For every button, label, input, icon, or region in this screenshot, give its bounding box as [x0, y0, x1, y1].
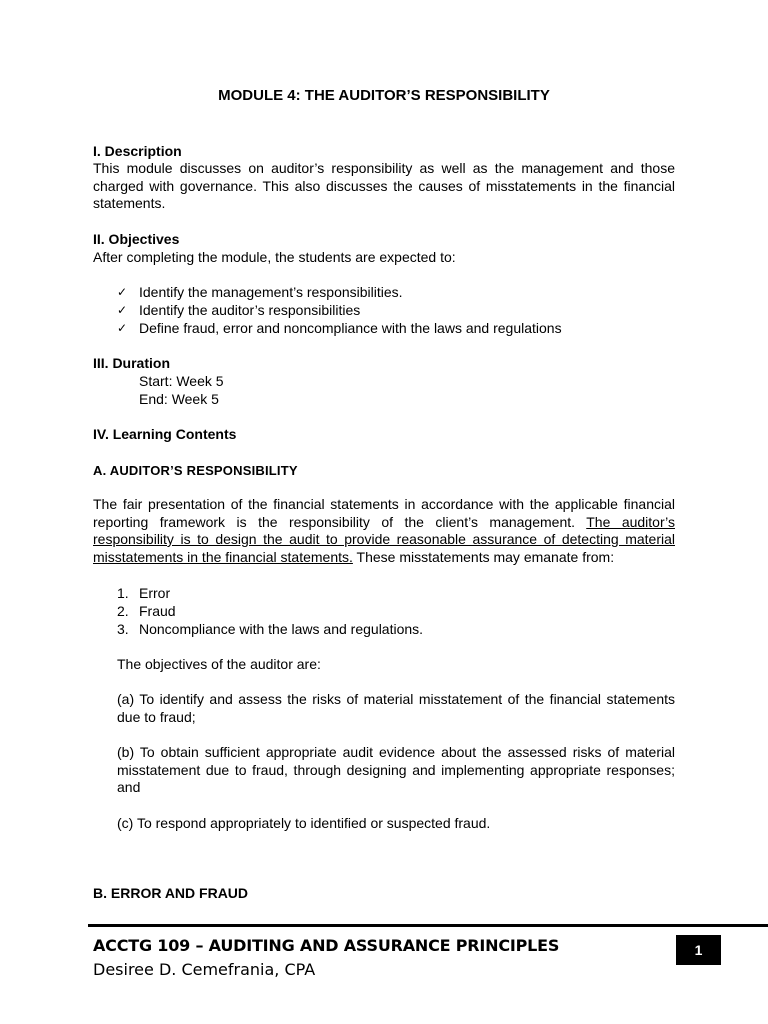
duration-end: End: Week 5 — [139, 391, 219, 407]
description-text: This module discusses on auditor’s responsibility as well as the management and those charged with governance. This also discusses the causes of misstatements in the financial statements. — [93, 160, 675, 211]
objectives-list — [117, 283, 677, 337]
section-a-heading: A. AUDITOR’S RESPONSIBILITY — [93, 463, 298, 478]
list-item — [117, 319, 677, 337]
check-icon: ✓ — [117, 285, 128, 299]
duration-heading: III. Duration — [93, 355, 170, 371]
objective-item: Define fraud, error and noncompliance with the laws and regulations — [139, 320, 562, 336]
list-number: 1. — [117, 585, 129, 601]
auditor-objectives-intro: The objectives of the auditor are: — [117, 656, 321, 672]
section-b-heading: B. ERROR AND FRAUD — [93, 885, 249, 901]
footer-divider — [88, 924, 768, 927]
list-item — [117, 301, 677, 319]
list-item — [117, 602, 677, 620]
paragraph-text: The fair presentation of the financial statements in accordance with the applicable financial reporting framework is the responsibility of the client’s management. — [93, 496, 675, 530]
list-number: 2. — [117, 603, 129, 619]
objective-item: Identify the management’s responsibilities. — [139, 284, 403, 300]
list-text: Fraud — [139, 603, 176, 619]
objectives-heading: II. Objectives — [93, 231, 180, 247]
misstatement-sources-list — [117, 584, 677, 638]
list-number: 3. — [117, 621, 129, 637]
page-number: 1 — [676, 935, 721, 965]
list-item — [117, 620, 677, 638]
auditor-objective-c: (c) To respond appropriately to identified or suspected fraud. — [117, 815, 491, 831]
underlined-text: The auditor’s responsibility is to design the audit to provide reasonable assurance of detecting material misstatements in the financial statements. — [93, 513, 675, 565]
objective-item: Identify the auditor’s responsibilities — [139, 302, 361, 318]
check-icon: ✓ — [117, 321, 128, 335]
page-title: MODULE 4: THE AUDITOR’S RESPONSIBILITY — [218, 87, 550, 104]
auditor-objective-b: (b) To obtain sufficient appropriate audit evidence about the assessed risks of material misstatement due to fraud, through designing and implementing appropriate responses; and — [117, 744, 675, 795]
list-item — [117, 283, 677, 301]
auditor-objective-a: (a) To identify and assess the risks of material misstatement of the financial statements due to fraud; — [117, 691, 675, 725]
list-text: Error — [139, 585, 171, 601]
check-icon: ✓ — [117, 303, 128, 317]
list-text: Noncompliance with the laws and regulations. — [139, 621, 424, 637]
section-a-paragraph — [93, 496, 675, 566]
learning-contents-heading: IV. Learning Contents — [93, 426, 237, 442]
list-item — [117, 584, 677, 602]
paragraph-tail: These misstatements may emanate from: — [352, 548, 615, 565]
duration-start: Start: Week 5 — [139, 373, 224, 389]
description-heading: I. Description — [93, 143, 182, 159]
footer-course-title: ACCTG 109 – AUDITING AND ASSURANCE PRINCIPLES — [93, 936, 560, 955]
objectives-intro: After completing the module, the students are expected to: — [93, 249, 456, 265]
footer-author: Desiree D. Cemefrania, CPA — [93, 960, 316, 979]
